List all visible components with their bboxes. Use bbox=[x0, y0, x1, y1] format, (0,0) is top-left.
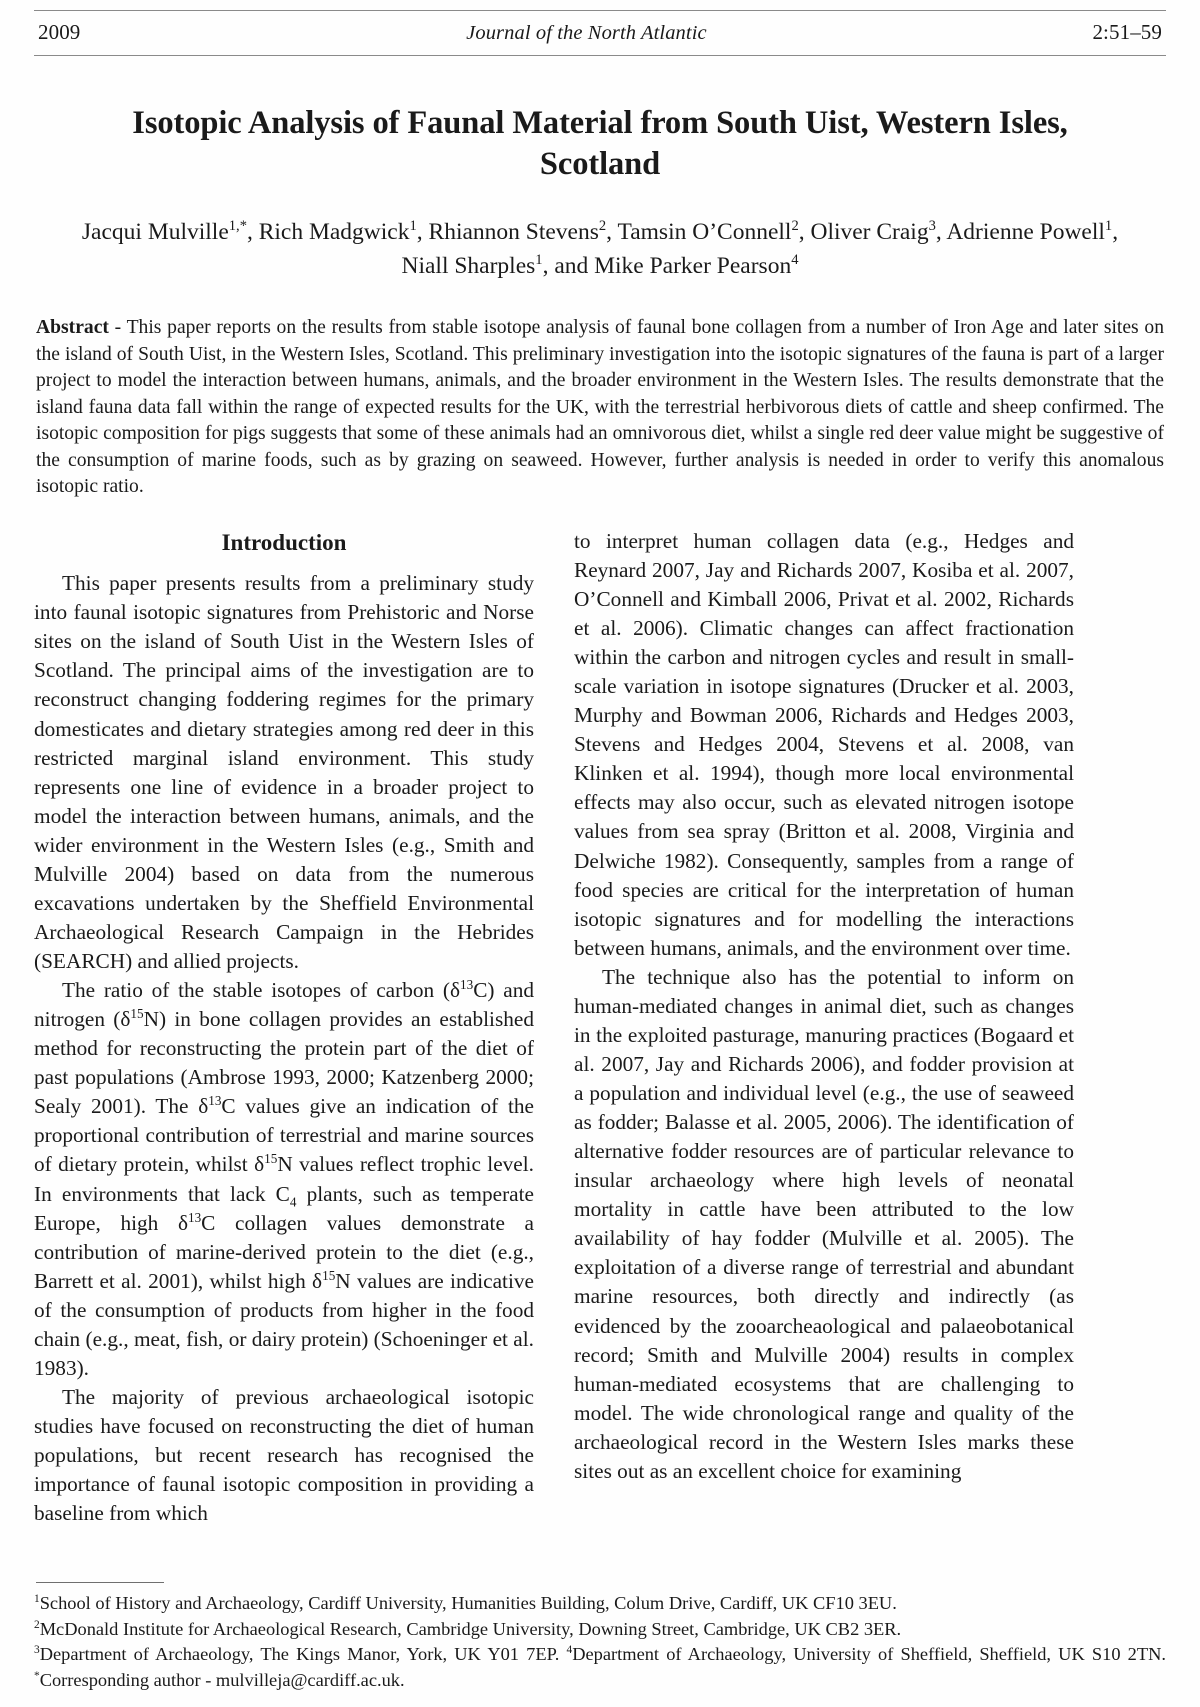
left-column bbox=[34, 527, 534, 1528]
abstract-separator: - bbox=[108, 317, 127, 338]
author-list bbox=[48, 215, 1152, 283]
abstract-label: Abstract bbox=[36, 317, 109, 338]
footnote-rule bbox=[36, 1582, 164, 1583]
header-rule-bottom bbox=[34, 55, 1166, 56]
footnote-affiliation-3: $^3$Department of Archaeology, The Kings Manor, York, UK Y01 7EP. $^4$Department of Archaeology, University of Sheffield, Sheffield, UK S10 2TN. *Corresponding author - mulvilleja@cardiff.ac.uk. bbox=[34, 1644, 1166, 1690]
author-line-2: Niall Sharples$^1$, and Mike Parker Pearson$^4$ bbox=[401, 252, 799, 279]
paragraph: The ratio of the stable isotopes of carbon $(\delta^{13}C)$ and nitrogen $(\delta^{15}N)$ in bone collagen provides an established method for reconstructing the protein part of the diet of past populations (Ambrose 1993, 2000; Katzenberg 2000; Sealy 2001). The $\delta^{13}C$ values give an indication of the proportional contribution of terrestrial and marine sources of dietary protein, whilst $\delta^{15}N$ values reflect trophic level. In environments that lack $C_4$ plants, such as temperate Europe, high $\delta^{13}C$ collagen values demonstrate a contribution of marine-derived protein to the diet (e.g., Barrett et al. 2001), whilst high $\delta^{15}N$ values are indicative of the consumption of products from higher in the food chain (e.g., meat, fish, or dairy protein) (Schoeninger et al. 1983). bbox=[34, 977, 535, 1380]
running-header bbox=[34, 11, 1166, 55]
section-heading-introduction: Introduction bbox=[221, 529, 347, 555]
footnote-affiliation-2: $^2$McDonald Institute for Archaeological Research, Cambridge University, Downing Street, Cambridge, UK CB2 3ER. bbox=[34, 1618, 902, 1639]
abstract-text: This paper reports on the results from stable isotope analysis of faunal bone collagen from a number of Iron Age and later sites on the island of South Uist, in the Western Isles, Scotland. This preliminary investigation into the isotopic signatures of the fauna is part of a larger project to model the interaction between humans, animals, and the broader environment in the Western Isles. The results demonstrate that the island fauna data fall within the range of expected results for the UK, with the terrestrial herbivorous diets of cattle and sheep confirmed. The isotopic composition for pigs suggests that some of these animals had an omnivorous diet, whilst a single red deer value might be suggestive of the consumption of marine foods, such as by grazing on seaweed. However, further analysis is needed in order to verify this anomalous isotopic ratio. bbox=[36, 317, 1164, 498]
right-column bbox=[574, 527, 1074, 1486]
abstract-block bbox=[36, 315, 1164, 501]
header-year: 2009 bbox=[38, 20, 81, 44]
page-title: Isotopic Analysis of Faunal Material from South Uist, Western Isles, Scotland bbox=[132, 105, 1068, 182]
paragraph: The majority of previous archaeological isotopic studies have focused on reconstructing the diet of human populations, but recent research has recognised the importance of faunal isotopic composition in providing a baseline from which bbox=[34, 1384, 534, 1526]
footnote-affiliation-1: $^1$School of History and Archaeology, Cardiff University, Humanities Building, Colum Drive, Cardiff, UK CF10 3EU. bbox=[34, 1593, 897, 1614]
paragraph: to interpret human collagen data (e.g., Hedges and Reynard 2007, Jay and Richards 2007, Kosiba et al. 2007, O’Connell and Kimball 2006, Privat et al. 2002, Richards et al. 2006). Climatic changes can affect fractionation within the carbon and nitrogen cycles and result in small-scale variation in isotope signatures (Drucker et al. 2003, Murphy and Bowman 2006, Richards and Hedges 2003, Stevens and Hedges 2004, Stevens et al. 2008, van Klinken et al. 1994), though more local environmental effects may also occur, such as elevated nitrogen isotope values from sea spray (Britton et al. 2008, Virginia and Delwiche 1982). Consequently, samples from a range of food species are critical for the interpretation of human isotopic signatures and for modelling the interactions between humans, animals, and the environment over time. bbox=[574, 528, 1074, 960]
paragraph: This paper presents results from a preliminary study into faunal isotopic signatures from Prehistoric and Norse sites on the island of South Uist in the Western Isles of Scotland. The principal aims of the investigation are to reconstruct changing foddering regimes for the primary domesticates and dietary strategies among red deer in this restricted marginal island environment. This study represents one line of evidence in a broader project to model the interaction between humans, animals, and the wider environment in the Western Isles (e.g., Smith and Mulville 2004) based on data from the numerous excavations undertaken by the Sheffield Environmental Archaeological Research Campaign in the Hebrides (SEARCH) and allied projects. bbox=[34, 571, 534, 974]
footnote-block bbox=[34, 1582, 1166, 1707]
body-columns bbox=[34, 527, 1166, 1583]
paragraph: The technique also has the potential to inform on human-mediated changes in animal diet, such as changes in the exploited pasturage, manuring practices (Bogaard et al. 2007, Jay and Richards 2006), and fodder provision at a population and individual level (e.g., the use of seaweed as fodder; Balasse et al. 2005, 2006). The identification of alternative fodder resources are of particular relevance to insular archaeology where high levels of neonatal mortality in cattle have been attributed to the low availability of hay fodder (Mulville et al. 2005). The exploitation of a diverse range of terrestrial and abundant marine resources, both directly and indirectly (as evidenced by the zooarcheaological and palaeobotanical record; Smith and Mulville 2004) results in complex human-mediated ecosystems that are challenging to model. The wide chronological range and quality of the archaeological record in the Western Isles marks these sites out as an excellent choice for examining bbox=[574, 964, 1074, 1483]
header-journal-title: Journal of the North Atlantic bbox=[466, 22, 707, 44]
author-line-1: Jacqui Mulville$^{1,*}$, Rich Madgwick$^1$, Rhiannon Stevens$^2$, Tamsin O’Connell$^2$, Oliver Craig$^3$, Adrienne Powell$^1$, bbox=[81, 218, 1119, 245]
header-page-range: 2:51–59 bbox=[1092, 20, 1162, 44]
